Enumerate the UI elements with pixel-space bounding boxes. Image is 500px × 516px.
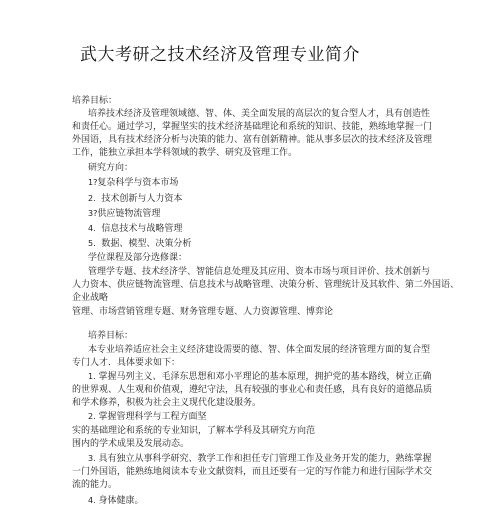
- requirement-item: [88, 453, 432, 465]
- requirement-text: 掌握马列主义、毛泽东思想和邓小平理论的基本原理，拥护党的基本路线，树立正确: [98, 372, 432, 382]
- courses-line: 企业战略: [72, 293, 109, 303]
- requirement-text: 身体健康。: [98, 496, 144, 506]
- direction-text: 数据、模型、决策分析: [101, 239, 192, 249]
- requirement-line: 围内的学术成果及发展动态。: [72, 439, 190, 449]
- courses-heading: 学位课程及部分选修课：: [88, 253, 188, 263]
- requirement-line: 实的基础理论和系统的专业知识，了解本学科及其研究方向范: [72, 426, 316, 436]
- requirement-number: 4.: [88, 496, 96, 505]
- direction-item: [88, 238, 191, 250]
- courses-line: 管理、市场营销管理专题、财务管理专题、人力资源管理、博弈论: [72, 307, 334, 317]
- section2-intro-line: 本专业培养适应社会主义经济建设需要的德、智、体全面发展的经济管理方面的复合型: [88, 345, 431, 355]
- requirement-line: 的世界观、人生观和价值观，遵纪守法，具有较强的事业心和责任感，具有良好的道德品质: [72, 385, 433, 395]
- requirement-item: [88, 411, 207, 423]
- section1-para-line: 工作，能独立承担本学科领域的教学、研究及管理工作。: [72, 148, 298, 158]
- direction-number: 1?: [88, 178, 98, 187]
- requirement-text: 具有独立从事科学研究、教学工作和担任专门管理工作及业务开发的能力，熟练掌握: [98, 454, 432, 464]
- requirement-line: 流的能力。: [72, 480, 118, 490]
- direction-text: 供应链物流管理: [97, 209, 161, 219]
- page-title: 武大考研之技术经济及管理专业简介: [80, 45, 360, 65]
- direction-item: [88, 193, 182, 205]
- requirement-line: 和学术修养，积极为社会主义现代化建设服务。: [72, 398, 262, 408]
- section1-para-line: 培养技术经济及管理领域德、智、体、美全面发展的高层次的复合型人才，具有创造性: [88, 109, 431, 119]
- requirement-number: 2.: [88, 412, 96, 421]
- direction-heading: 研究方向：: [88, 163, 134, 173]
- section2-heading: 培养目标：: [88, 331, 134, 341]
- requirement-item: [88, 495, 144, 507]
- direction-item: [88, 177, 178, 189]
- direction-number: 5.: [88, 239, 96, 248]
- courses-line: 管理学专题、技术经济学、智能信息处理及其应用、资本市场与项目评价、技术创新与: [88, 267, 431, 277]
- direction-text: 技术创新与人力资本: [101, 194, 183, 204]
- courses-line: 人力资本、供应链物流管理、信息技术与战略管理、决策分析、管理统计及其软件、第二外国语、: [72, 280, 460, 290]
- requirement-line: 一门外国语，能熟练地阅读本专业文献资料，而且还要有一定的写作能力和进行国际学术交: [72, 467, 433, 477]
- section1-heading: 培养目标：: [72, 96, 118, 106]
- direction-item: [88, 208, 160, 220]
- requirement-item: [88, 371, 432, 383]
- section1-para-line: 外国语，具有技术经济分析与决策的能力、富有创新精神。能从事多层次的技术经济及管理: [72, 135, 433, 145]
- direction-number: 4.: [88, 224, 96, 233]
- section1-para-line: 和责任心。通过学习，掌握坚实的技术经济基础理论和系统的知识、技能，熟练地掌握一门: [72, 122, 433, 132]
- direction-text: 复杂科学与资本市场: [97, 178, 179, 188]
- section2-intro-line: 专门人才．具体要求如下：: [72, 358, 181, 368]
- direction-number: 3?: [88, 209, 98, 218]
- direction-item: [88, 223, 182, 235]
- requirement-number: 3.: [88, 454, 96, 463]
- direction-number: 2.: [88, 194, 96, 203]
- direction-text: 信息技术与战略管理: [101, 224, 183, 234]
- requirement-text: 掌握管理科学与工程方面坚: [98, 412, 207, 422]
- requirement-number: 1.: [88, 372, 96, 381]
